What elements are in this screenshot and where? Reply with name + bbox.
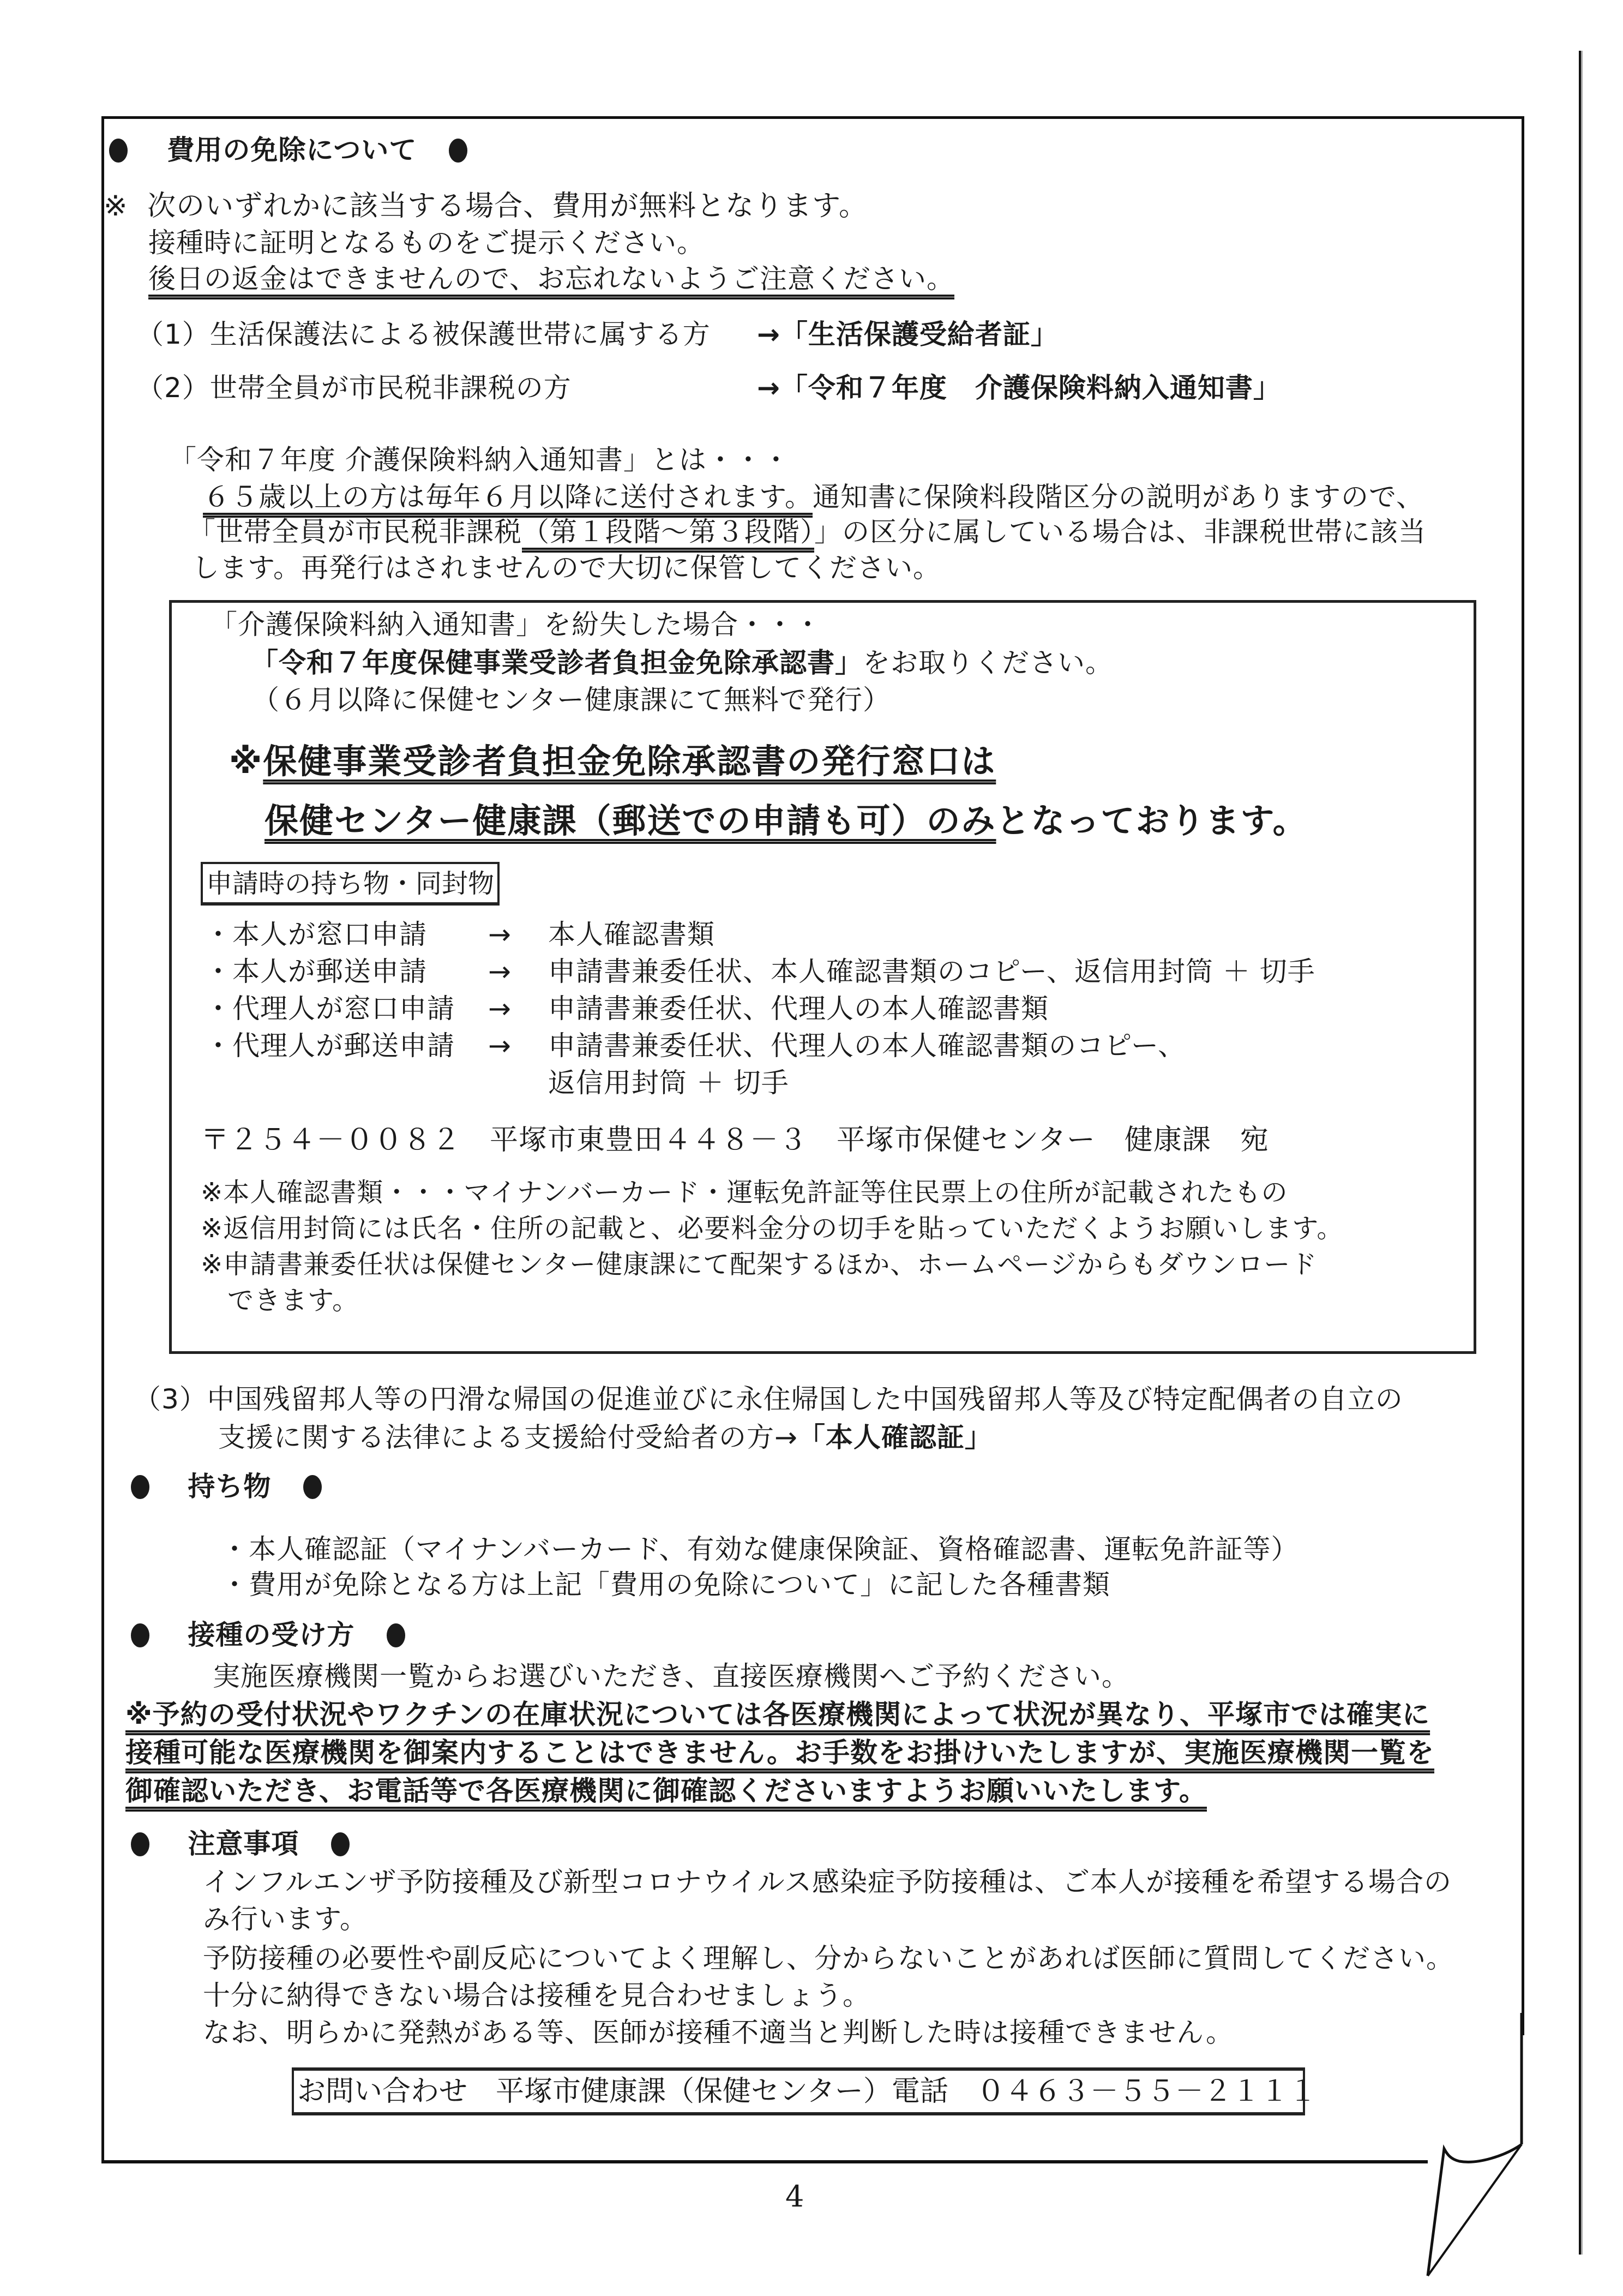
exemption-item-3-line1: （3）中国残留邦人等の円滑な帰国の促進並びに永住帰国した中国残留邦人等及び特定配偶者の自立の	[134, 1383, 1403, 1415]
exemption-intro	[104, 190, 868, 223]
box-note: できます。	[201, 1285, 359, 1316]
application-item	[205, 921, 715, 948]
caution-line: 予防接種の必要性や副反応についてよく理解し、分からないことがあれば医師に質問してください。	[203, 1943, 1454, 1974]
arrow: →	[757, 372, 780, 404]
caution-line: なお、明らかに発熱がある等、医師が接種不適当と判断した時は接種できません。	[203, 2017, 1234, 2048]
contact-box: お問い合わせ 平塚市健康課（保健センター）電話 ０４６３－５５－２１１１	[292, 2067, 1305, 2115]
exemption-item-2-document	[757, 372, 1281, 404]
exemption-item-2	[136, 372, 572, 404]
bullet-dot-icon	[449, 139, 467, 163]
applicant: ・本人が郵送申請	[205, 956, 427, 987]
underlined-text: 保健センター健康課（郵送での申請も可）のみ	[265, 801, 996, 841]
lost-box-certificate	[251, 647, 1113, 679]
underlined-text: （第１段階～第３段階）	[522, 516, 814, 548]
text: をお取りください。	[863, 647, 1113, 679]
box-note: ※申請書兼委任状は保健センター健康課にて配架するほか、ホームページからもダウンロード	[201, 1249, 1318, 1280]
text: 支援に関する法律による支援給付受給者の方→	[218, 1422, 798, 1453]
show-proof-text: 接種時に証明となるものをご提示ください。	[148, 227, 705, 259]
arrow: →	[488, 1030, 512, 1062]
page-number: 4	[785, 2179, 804, 2214]
text: 「世帯全員が市民税非課税	[188, 516, 522, 548]
section-heading-belongings	[131, 1473, 322, 1500]
document-name: 「本人確認証」	[797, 1422, 993, 1453]
required-items: 申請書兼委任状、本人確認書類のコピー、返信用封筒 ＋ 切手	[548, 956, 1315, 987]
belongings-item: ・本人確認証（マイナンバーカード、有効な健康保険証、資格確認書、運転免許証等）	[221, 1533, 1299, 1565]
caution-line: み行います。	[203, 1903, 368, 1935]
page-curl-icon	[1418, 2018, 1538, 2171]
arrow: →	[488, 956, 512, 987]
applicant: ・代理人が窓口申請	[205, 993, 455, 1024]
caution-line: インフルエンザ予防接種及び新型コロナウイルス感染症予防接種は、ご本人が接種を希望する場合の	[203, 1866, 1452, 1898]
note-mark: ※	[104, 190, 128, 223]
caution-line: 十分に納得できない場合は接種を見合わせましょう。	[203, 1980, 870, 2011]
reservation-warning: 御確認いただき、お電話等で各医療機関に御確認くださいますようお願いいたします。	[125, 1775, 1207, 1807]
box-note: ※返信用封筒には氏名・住所の記載と、必要料金分の切手を貼っていただくようお願いします。	[201, 1213, 1344, 1244]
heading-text: 接種の受け方	[188, 1619, 355, 1651]
notice-explainer-line2	[188, 516, 1426, 548]
item-label: （2）世帯全員が市民税非課税の方	[136, 372, 572, 404]
application-item	[205, 958, 1315, 985]
bullet-dot-icon	[109, 139, 128, 163]
applicant: ・代理人が郵送申請	[205, 1030, 455, 1062]
scan-edge-line	[1579, 51, 1583, 2255]
underlined-text: ６５歳以上の方は毎年６月以降に送付されます。	[203, 481, 813, 513]
reservation-warning: ※予約の受付状況やワクチンの在庫状況については各医療機関によって状況が異なり、平塚市では確実に	[125, 1699, 1430, 1730]
text: 」の区分に属している場合は、非課税世帯に該当	[814, 516, 1426, 548]
applicant: ・本人が窓口申請	[205, 919, 427, 950]
required-items: 申請書兼委任状、代理人の本人確認書類のコピー、	[548, 1030, 1186, 1062]
application-item	[205, 1030, 1186, 1062]
no-refund-warning: 後日の返金はできませんので、お忘れないようご注意ください。	[148, 263, 954, 295]
exemption-item-1	[136, 321, 711, 348]
page-frame-right	[1522, 116, 1524, 2035]
text: 通知書に保険料段階区分の説明がありますので、	[813, 481, 1424, 513]
application-item	[205, 995, 1049, 1022]
issuing-window-line2	[265, 801, 1308, 841]
box-note: ※本人確認書類・・・マイナンバーカード・運転免許証等住民票上の住所が記載されたもの	[201, 1177, 1288, 1208]
lost-box-title: 「介護保険料納入通知書」を紛失した場合・・・	[210, 609, 822, 640]
certificate-name: 「令和７年度保健事業受診者負担金免除承認書」	[251, 647, 863, 679]
bullet-dot-icon	[303, 1475, 322, 1499]
bullet-dot-icon	[387, 1623, 405, 1647]
lost-box-issue-note: （６月以降に保健センター健康課にて無料で発行）	[252, 684, 891, 716]
section-heading-cautions	[131, 1828, 350, 1860]
exemption-item-3-line2	[218, 1424, 993, 1451]
section-heading-how-to-receive	[131, 1619, 405, 1651]
intro-text: 次のいずれかに該当する場合、費用が無料となります。	[147, 190, 868, 223]
notice-explainer-line1	[203, 483, 1424, 511]
arrow: →	[488, 993, 512, 1024]
document-name: 「生活保護受給者証」	[780, 319, 1059, 350]
arrow: →	[488, 919, 512, 950]
underlined-text: 保健事業受診者負担金免除承認書の発行窓口は	[263, 741, 996, 781]
exemption-item-1-document	[757, 321, 1059, 348]
page-frame-bottom	[101, 2160, 1428, 2163]
bullet-dot-icon	[131, 1623, 149, 1647]
bullet-dot-icon	[131, 1475, 149, 1499]
item-label: （1）生活保護法による被保護世帯に属する方	[136, 319, 711, 350]
notice-explainer-title: 「令和７年度 介護保険料納入通知書」とは・・・	[169, 444, 790, 476]
belongings-item: ・費用が免除となる方は上記「費用の免除について」に記した各種書類	[221, 1569, 1110, 1600]
notice-explainer-line3: します。再発行はされませんので大切に保管してください。	[192, 552, 941, 584]
issuing-window-line1	[229, 741, 996, 781]
arrow: →	[757, 319, 780, 350]
items-label-box: 申請時の持ち物・同封物	[201, 862, 500, 906]
bullet-dot-icon	[331, 1832, 350, 1856]
mailing-address: 〒２５４－００８２ 平塚市東豊田４４８－３ 平塚市保健センター 健康課 宛	[201, 1124, 1269, 1156]
heading-text: 費用の免除について	[167, 134, 417, 166]
application-item-continued: 返信用封筒 ＋ 切手	[548, 1067, 789, 1099]
heading-text: 注意事項	[188, 1828, 299, 1860]
heading-text: 持ち物	[188, 1471, 272, 1502]
section-heading-fee-exemption	[109, 136, 467, 164]
text: となっております。	[996, 801, 1308, 841]
required-items: 本人確認書類	[548, 919, 715, 950]
note-mark: ※	[229, 741, 263, 781]
bullet-dot-icon	[131, 1832, 149, 1856]
reservation-warning: 接種可能な医療機関を御案内することはできません。お手数をお掛けいたしますが、実施医療機関一覧を	[125, 1737, 1434, 1769]
required-items: 申請書兼委任状、代理人の本人確認書類	[548, 993, 1049, 1024]
how-to-receive-text: 実施医療機関一覧からお選びいただき、直接医療機関へご予約ください。	[213, 1660, 1129, 1692]
document-name: 「令和７年度 介護保険料納入通知書」	[780, 372, 1281, 404]
